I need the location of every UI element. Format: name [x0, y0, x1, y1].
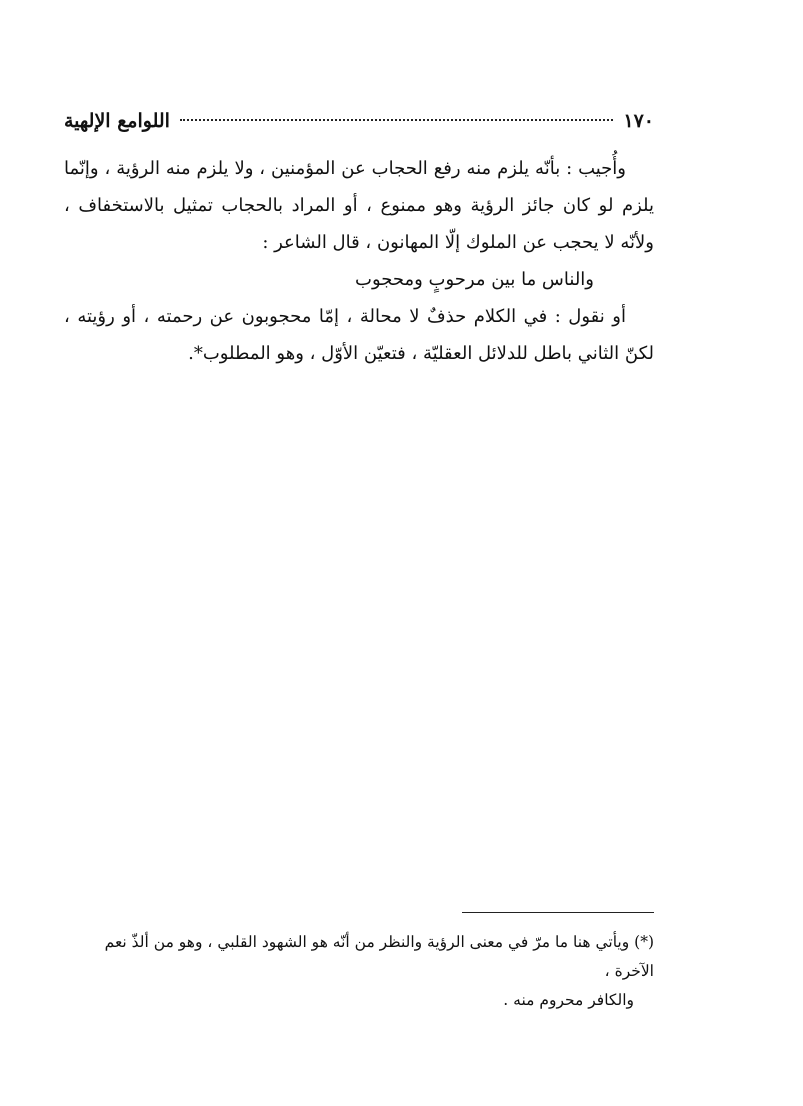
main-text: [64, 150, 654, 372]
footnote-separator: [462, 912, 654, 913]
footnote-line-2: والكافر محروم منه .: [503, 991, 634, 1009]
running-title: اللوامع الإلهية: [64, 110, 170, 132]
footnote: [64, 928, 654, 1015]
paragraph-conclusion: أو نقول : في الكلام حذفٌ لا محالة ، إمّا محجوبون عن رحمته ، أو رؤيته ، لكنّ الثاني باطل للدلائل العقليّة ، فتعيّن الأوّل ، وهو المطلوب*.: [64, 306, 654, 364]
page-header: [64, 110, 654, 142]
header-leader-dots: [180, 119, 613, 121]
page-number: ١٧٠: [623, 110, 654, 132]
paragraph-reply: وأُجيب : بأنّه يلزم منه رفع الحجاب عن المؤمنين ، ولا يلزم منه الرؤية ، وإنّما يلزم لو كان جائز الرؤية وهو ممنوع ، أو المراد بالحجاب تمثيل بالاستخفاف ، ولأنّه لا يحجب عن الملوك إلّا المهانون ، قال الشاعر :: [64, 158, 654, 253]
poetry-verse: والناس ما بين مرحوبٍ ومحجوب: [355, 269, 594, 290]
footnote-line-1: (*) ويأتي هنا ما مرّ في معنى الرؤية والنظر من أنّه هو الشهود القلبي ، وهو من ألذّ نعم الآخرة ،: [104, 933, 654, 980]
